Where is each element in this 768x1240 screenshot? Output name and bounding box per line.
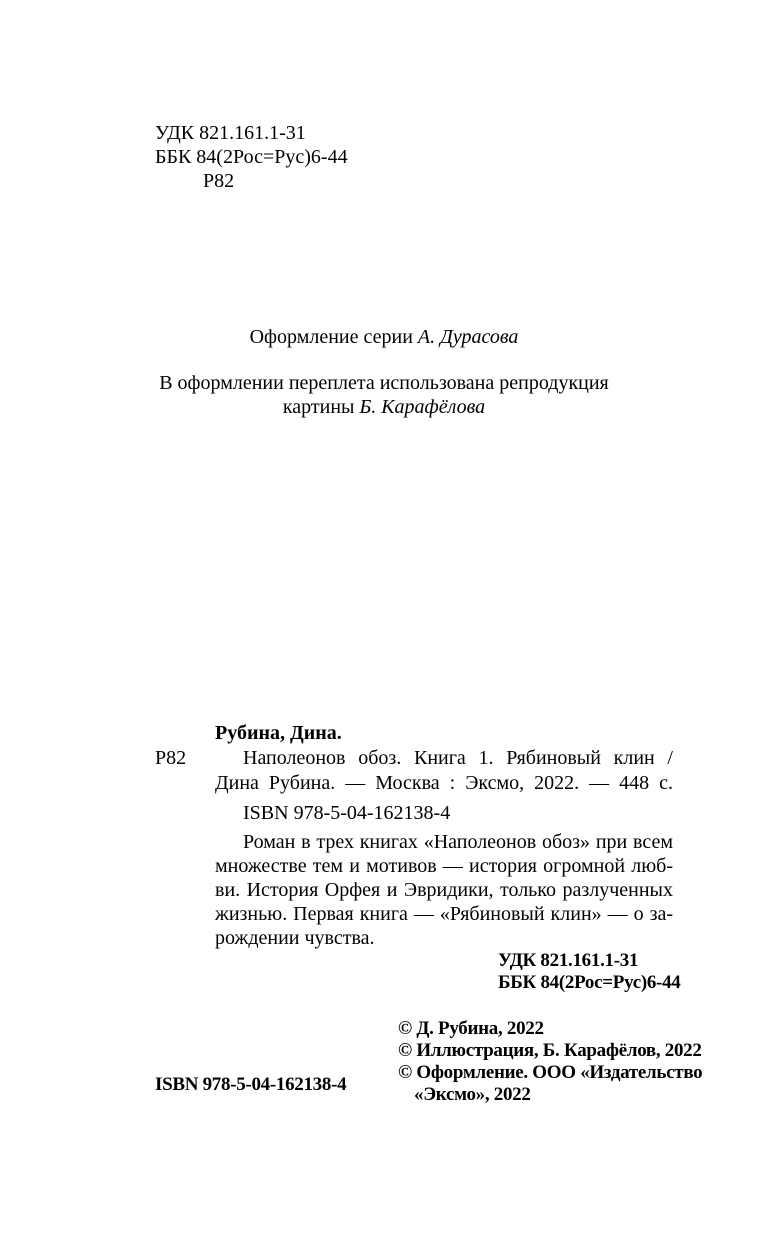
- top-author-mark: Р82: [203, 170, 235, 192]
- catalog-author-mark: Р82: [155, 747, 187, 769]
- footer-isbn: ISBN 978-5-04-162138-4: [155, 1074, 347, 1095]
- catalog-title-line1: Наполеонов обоз. Книга 1. Рябиновый клин /: [243, 747, 673, 769]
- annotation-line: жизнью. Первая книга — «Рябиновый клин» — о за-: [215, 903, 673, 925]
- series-design-credit: [0, 324, 768, 350]
- series-designer-name: А. Дурасова: [417, 326, 519, 348]
- binding-credit-prefix: картины: [282, 396, 360, 418]
- copyright-line: © Иллюстрация, Б. Карафёлов, 2022: [398, 1040, 702, 1061]
- annotation-line: множестве тем и мотивов — история огромной люб-: [215, 855, 673, 877]
- annotation-line: Роман в трех книгах «Наполеонов обоз» при всем: [243, 831, 673, 853]
- top-bbk: ББК 84(2Рос=Рус)6-44: [155, 146, 348, 168]
- catalog-isbn: ISBN 978-5-04-162138-4: [243, 802, 451, 824]
- catalog-title-line2: Дина Рубина. — Москва : Эксмо, 2022. — 448 с.: [215, 772, 673, 794]
- catalog-bbk: ББК 84(2Рос=Рус)6-44: [498, 972, 681, 993]
- annotation-line: рождении чувства.: [215, 927, 375, 949]
- copyright-line: «Эксмо», 2022: [414, 1084, 531, 1105]
- copyright-line: © Д. Рубина, 2022: [398, 1018, 544, 1039]
- top-udk: УДК 821.161.1-31: [155, 122, 306, 144]
- series-design-prefix: Оформление серии: [249, 326, 418, 348]
- binding-credit-line1: В оформлении переплета использована репродукция: [159, 372, 609, 394]
- binding-credit-line2: [0, 394, 768, 420]
- painting-artist-name: Б. Карафёлова: [359, 396, 486, 418]
- catalog-author-heading: Рубина, Дина.: [215, 722, 342, 744]
- catalog-udk: УДК 821.161.1-31: [498, 950, 639, 971]
- annotation-line: ви. История Орфея и Эвридики, только разлученных: [215, 879, 673, 901]
- copyright-line: © Оформление. ООО «Издательство: [398, 1062, 703, 1083]
